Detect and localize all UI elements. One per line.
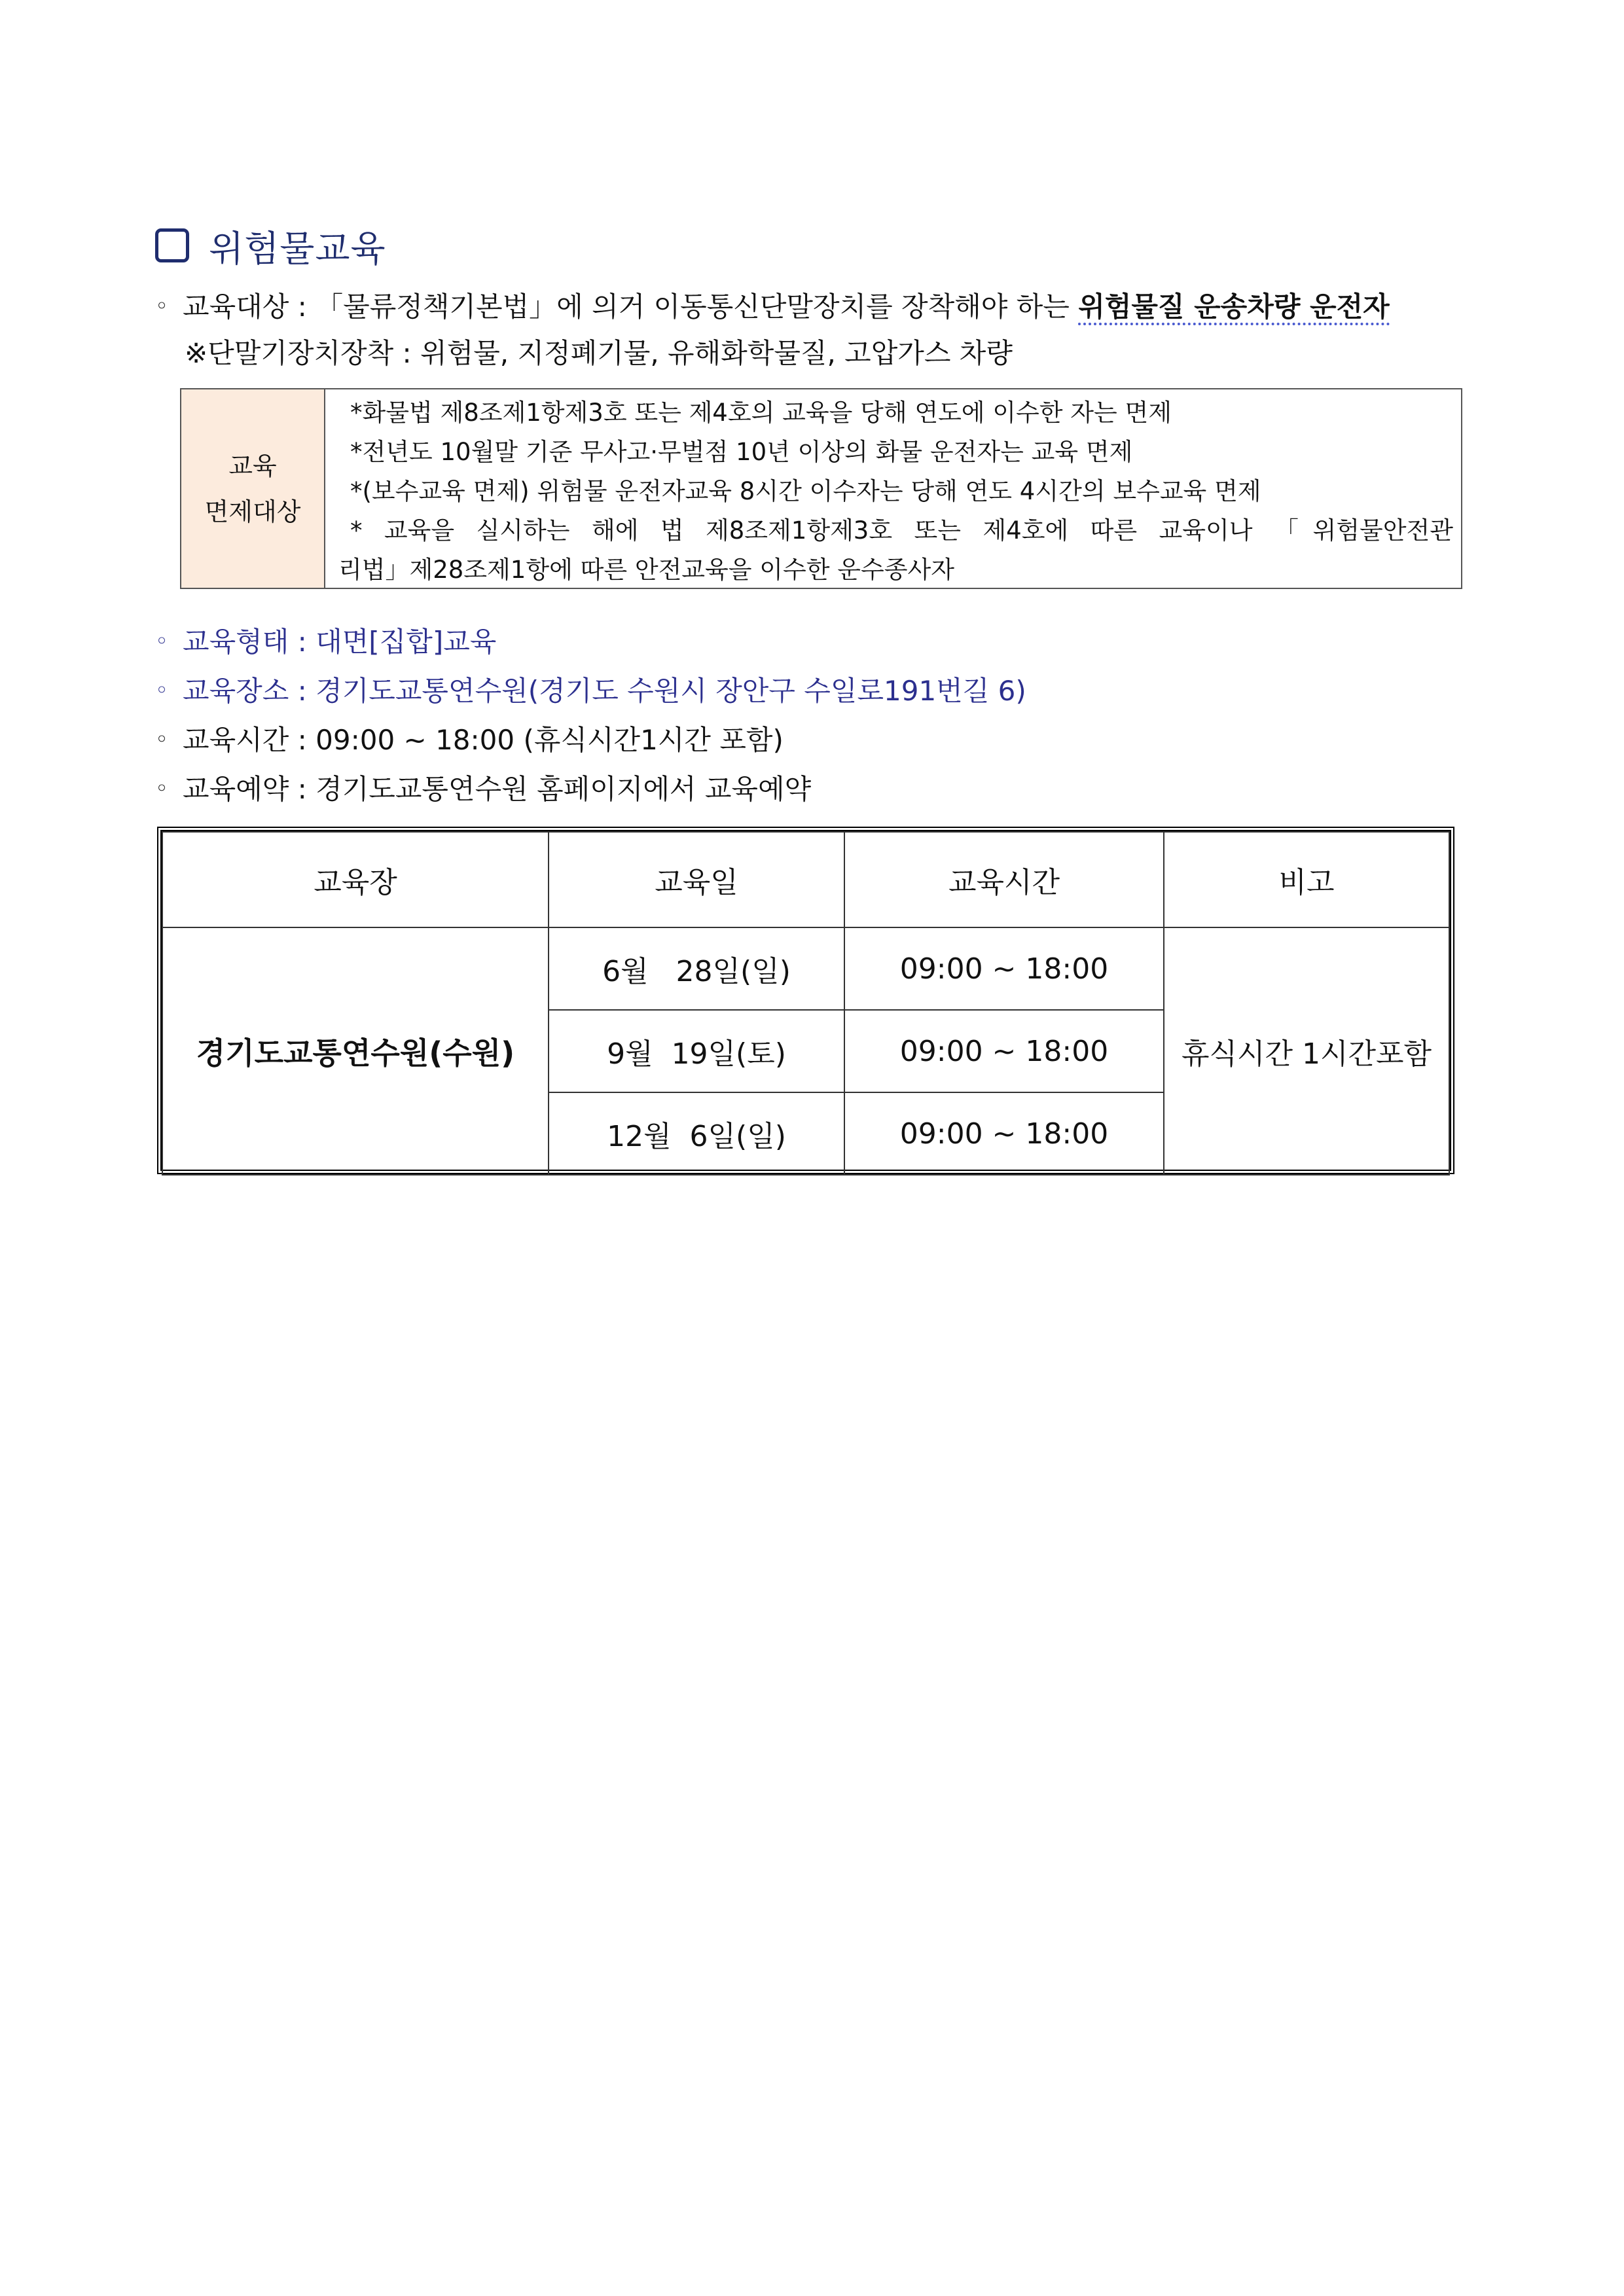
cell-time: 09:00 ~ 18:00 [844, 1010, 1164, 1092]
exemption-item: *전년도 10월말 기준 무사고·무벌점 10년 이상의 화물 운전자는 교육 면제 [350, 438, 1133, 466]
target-line [155, 287, 1390, 327]
section-heading [155, 219, 386, 272]
cell-time: 09:00 ~ 18:00 [844, 1092, 1164, 1175]
bullet-icon: ◦ [155, 677, 169, 704]
info-form [155, 622, 496, 662]
info-reserve [155, 769, 811, 809]
cell-date: 12월 6일(일) [549, 1092, 844, 1175]
cell-place: 경기도교통연수원(수원) [162, 927, 549, 1175]
section-title: 위험물교육 [209, 227, 386, 270]
header-place: 교육장 [162, 832, 549, 927]
exemption-item: *화물법 제8조제1항제3호 또는 제4호의 교육을 당해 연도에 이수한 자는 면제 [350, 399, 1172, 427]
header-time: 교육시간 [844, 832, 1164, 927]
exemption-label [181, 389, 325, 588]
cell-note: 휴식시간 1시간포함 [1164, 927, 1449, 1175]
exemption-box [180, 388, 1462, 589]
target-highlight: 위험물질 운송차량 운전자 [1078, 291, 1390, 325]
exemption-list [325, 389, 1461, 588]
exemption-label-line1: 교육 [228, 451, 277, 480]
info-time-text: 교육시간 : 09:00 ~ 18:00 (휴식시간1시간 포함) [183, 724, 784, 756]
info-form-text: 교육형태 : 대면[집합]교육 [183, 626, 497, 658]
target-text: 교육대상 : 「물류정책기본법」에 의거 이동통신단말장치를 장착해야 하는 [183, 291, 1079, 323]
cell-date: 9월 19일(토) [549, 1010, 844, 1092]
info-place-text: 교육장소 : 경기도교통연수원(경기도 수원시 장안구 수일로191번길 6) [183, 675, 1026, 707]
cell-time: 09:00 ~ 18:00 [844, 927, 1164, 1010]
table-row [162, 927, 1449, 1010]
bullet-icon: ◦ [155, 776, 169, 802]
header-note: 비고 [1164, 832, 1449, 927]
header-date: 교육일 [549, 832, 844, 927]
exemption-label-line2: 면제대상 [204, 497, 301, 526]
exemption-item: *(보수교육 면제) 위험물 운전자교육 8시간 이수자는 당해 연도 4시간의 보수교육 면제 [350, 477, 1261, 505]
info-reserve-text: 교육예약 : 경기도교통연수원 홈페이지에서 교육예약 [183, 773, 812, 805]
info-time [155, 720, 784, 760]
exemption-item-cont: 리법」제28조제1항에 따른 안전교육을 이수한 운수종사자 [338, 556, 954, 584]
bullet-icon: ◦ [155, 628, 169, 655]
exemption-item: * 교육을 실시하는 해에 법 제8조제1항제3호 또는 제4호에 따른 교육이나 「위험물안전관 [350, 516, 1453, 545]
bullet-icon: ◦ [155, 293, 169, 319]
bullet-icon: ◦ [155, 726, 169, 753]
device-note: ※단말기장치장착 : 위험물, 지정폐기물, 유해화학물질, 고압가스 차량 [185, 337, 1013, 369]
checkbox-square-icon [155, 228, 189, 262]
cell-date: 6월 28일(일) [549, 927, 844, 1010]
schedule-table [157, 827, 1454, 1174]
info-place [155, 671, 1026, 711]
